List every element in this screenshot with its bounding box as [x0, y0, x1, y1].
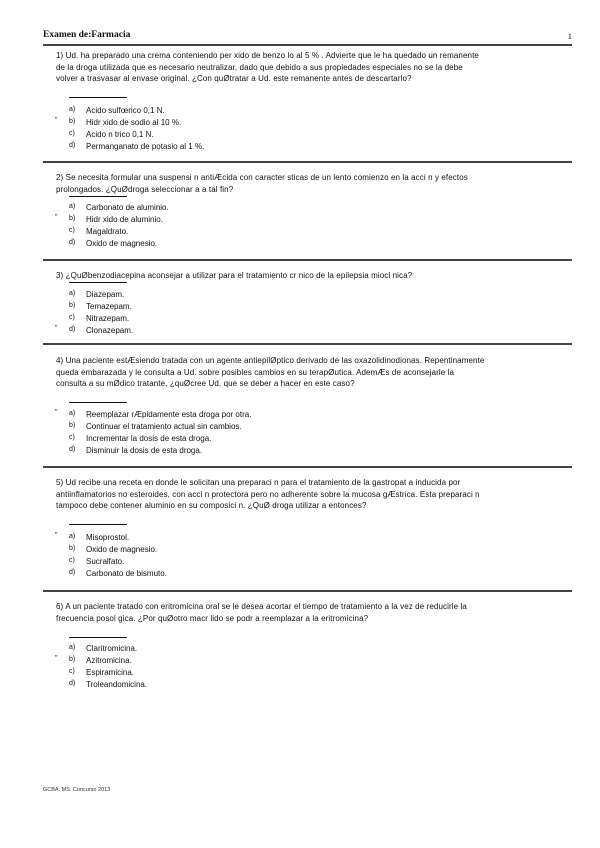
question-text: 4) Una paciente estÆsiendo tratada con un agente antiepilØptico derivado de las oxazolidinodionas. Repentinamente queda embarazada y le consulta a Ud. sobre posibles cambios en su terapØutica. AdemÆs de aconsejarle la consulta a su mØdico tratante, ¿quØcree Ud. que se deber a hacer en este caso? — [56, 356, 485, 388]
option-letter: c) — [69, 434, 75, 441]
option-c[interactable] — [43, 227, 572, 239]
option-a[interactable] — [43, 203, 572, 215]
option-text: Hidr xido de sodio al 10 %. — [86, 118, 182, 127]
option-text: Permanganato de potasio al 1 %. — [86, 142, 205, 151]
option-c[interactable] — [43, 557, 572, 569]
option-text: Misoprostol. — [86, 533, 130, 542]
question-text: 6) A un paciente tratado con eritromicina oral se le desea acortar el tiempo de tratamiento a la vez de reducirle la frecuencia posol gica. ¿Por quØotro macr lido se podr a reemplazar a la eritromicina? — [56, 602, 467, 623]
answer-mark: " — [55, 532, 58, 539]
page-number: 1 — [567, 31, 572, 41]
option-letter: a) — [69, 410, 76, 417]
option-d[interactable] — [43, 239, 572, 251]
option-a[interactable] — [43, 290, 572, 302]
option-letter: b) — [69, 118, 76, 125]
option-letter: a) — [69, 106, 76, 113]
option-letter: c) — [69, 227, 75, 234]
question-3 — [43, 270, 572, 340]
option-a[interactable] — [43, 410, 572, 422]
option-text: Acido n trico 0,1 N. — [86, 130, 154, 139]
option-b[interactable] — [43, 215, 572, 227]
header-divider — [43, 44, 572, 46]
question-text: 5) Ud recibe una receta en donde le solicitan una preparaci n para el tratamiento de la gastropat a inducida por antiinflamatorios no esteroides, con acci n protectora pero no adherente sobre la mucosa gÆstrica. Esta preparaci n tampoco debe contener aluminio en su composici n. ¿QuØ droga utilizar a entonces? — [56, 478, 480, 510]
option-letter: b) — [69, 545, 76, 552]
option-b[interactable] — [43, 545, 572, 557]
answer-underline — [69, 637, 127, 638]
option-text: Nitrazepam. — [86, 314, 130, 323]
option-text: Oxido de magnesio. — [86, 545, 158, 554]
option-d[interactable] — [43, 680, 572, 692]
option-letter: d) — [69, 326, 76, 333]
option-letter: a) — [69, 203, 76, 210]
option-c[interactable] — [43, 314, 572, 326]
question-divider — [43, 590, 572, 592]
option-c[interactable] — [43, 668, 572, 680]
option-text: Claritromicina. — [86, 644, 138, 653]
option-d[interactable] — [43, 569, 572, 581]
option-b[interactable] — [43, 656, 572, 668]
question-divider — [43, 466, 572, 468]
question-4 — [43, 355, 572, 460]
option-text: Acido sulfœrico 0,1 N. — [86, 106, 165, 115]
answer-mark: " — [55, 655, 58, 662]
option-letter: d) — [69, 239, 76, 246]
option-text: Sucralfato. — [86, 557, 125, 566]
answer-mark: " — [55, 117, 58, 124]
question-text: 2) Se necesita formular una suspensi n antiÆcida con caracter sticas de un lento comienzo en la acci n y efectos prolongados. ¿QuØdroga seleccionar a a tal fin? — [56, 173, 468, 194]
answer-underline — [69, 402, 127, 403]
answer-mark: " — [55, 409, 58, 416]
question-divider — [43, 343, 572, 345]
question-2 — [43, 172, 572, 252]
option-letter: a) — [69, 644, 76, 651]
question-divider — [43, 161, 572, 163]
option-text: Magaldrato. — [86, 227, 129, 236]
option-letter: a) — [69, 290, 76, 297]
option-d[interactable] — [43, 142, 572, 154]
option-c[interactable] — [43, 130, 572, 142]
option-c[interactable] — [43, 434, 572, 446]
option-letter: c) — [69, 130, 75, 137]
answer-underline — [69, 196, 127, 197]
option-a[interactable] — [43, 644, 572, 656]
option-letter: b) — [69, 656, 76, 663]
option-letter: d) — [69, 680, 76, 687]
answer-mark: " — [55, 325, 58, 332]
option-d[interactable] — [43, 446, 572, 458]
option-text: Temazepam. — [86, 302, 132, 311]
option-b[interactable] — [43, 422, 572, 434]
option-b[interactable] — [43, 302, 572, 314]
option-text: Carbonato de bismuto. — [86, 569, 167, 578]
option-d[interactable] — [43, 326, 572, 338]
option-text: Clonazepam. — [86, 326, 134, 335]
option-text: Disminuir la dosis de esta droga. — [86, 446, 203, 455]
question-6 — [43, 601, 572, 701]
option-letter: c) — [69, 314, 75, 321]
answer-mark: " — [55, 214, 58, 221]
option-a[interactable] — [43, 106, 572, 118]
question-text: 3) ¿QuØbenzodiacepina aconsejar a utilizar para el tratamiento cr nico de la epilepsia miocl nica? — [56, 271, 413, 280]
option-letter: c) — [69, 557, 75, 564]
option-letter: c) — [69, 668, 75, 675]
option-a[interactable] — [43, 533, 572, 545]
option-text: Continuar el tratamiento actual sin cambios. — [86, 422, 242, 431]
option-letter: b) — [69, 422, 76, 429]
option-letter: d) — [69, 569, 76, 576]
question-5 — [43, 477, 572, 587]
option-text: Azitromicina. — [86, 656, 132, 665]
exam-header — [43, 30, 572, 44]
option-text: Diazepam. — [86, 290, 125, 299]
footer-text: GCBA. MS. Concurso 2013 — [43, 787, 111, 793]
answer-underline — [69, 97, 127, 98]
option-text: Hidr xido de aluminio. — [86, 215, 163, 224]
question-text: 1) Ud. ha preparado una crema conteniendo per xido de benzo lo al 5 % . Advierte que le ha quedado un remanente de la droga utilizada que es necesario neutralizar, dado que debido a sus propiedades especiales no se la debe volver a trasvasar al envase original. ¿Con quØtratar a Ud. este remanente antes de descartarlo? — [56, 51, 479, 83]
option-text: Reemplazar rÆpidamente esta droga por otra. — [86, 410, 252, 419]
answer-underline — [69, 282, 127, 283]
option-letter: d) — [69, 446, 76, 453]
question-divider — [43, 259, 572, 261]
option-text: Incrementar la dosis de esta droga. — [86, 434, 212, 443]
option-text: Espiramicina. — [86, 668, 135, 677]
option-text: Troleandomicina. — [86, 680, 148, 689]
option-letter: d) — [69, 142, 76, 149]
option-letter: a) — [69, 533, 76, 540]
answer-underline — [69, 524, 127, 525]
exam-title: Examen de:Farmacia — [43, 30, 131, 40]
option-letter: b) — [69, 215, 76, 222]
option-letter: b) — [69, 302, 76, 309]
option-text: Carbonato de aluminio. — [86, 203, 169, 212]
option-text: Oxido de magnesio. — [86, 239, 158, 248]
option-b[interactable] — [43, 118, 572, 130]
question-1 — [43, 50, 572, 160]
